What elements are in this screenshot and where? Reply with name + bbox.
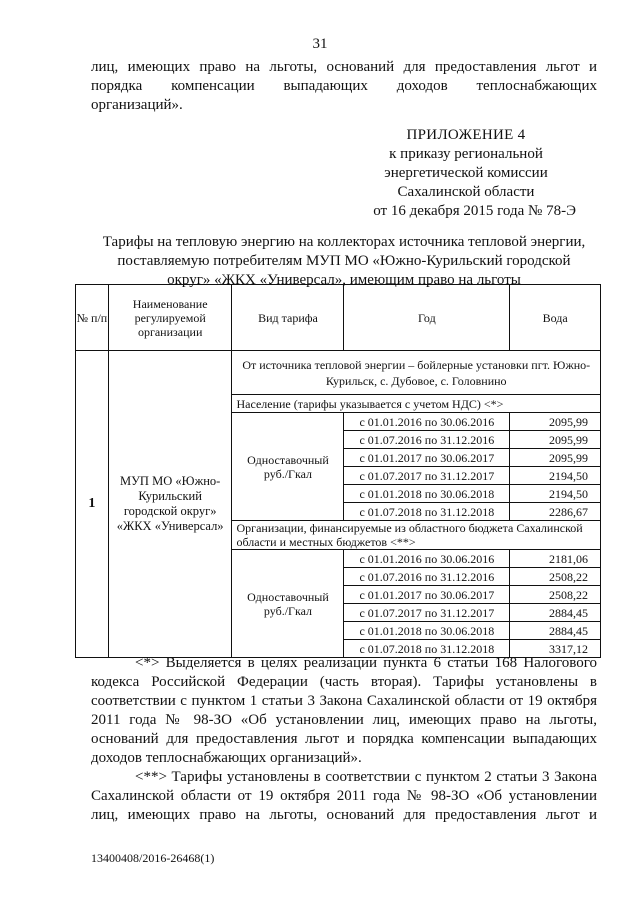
tariff-type: Одноставочный руб./Гкал xyxy=(232,550,344,658)
intro-line: порядка компенсации выпадающих доходов теплоснабжающих xyxy=(91,78,597,94)
footnote-line: кодекса Российской Федерации (часть вторая). Тарифы установлены в xyxy=(91,674,597,690)
period-cell: с 01.07.2018 по 31.12.2018 xyxy=(344,503,510,521)
appendix-line: от 16 декабря 2015 года № 78-Э xyxy=(373,203,576,219)
source-description: От источника тепловой энергии – бойлерные установки пгт. Южно-Курильск, с. Дубовое, с. Головнино xyxy=(232,351,601,395)
page-number: 31 xyxy=(312,36,328,52)
footnote-line: соответствии с пунктом 1 статьи 3 Закона Сахалинской области от 19 октября xyxy=(91,693,597,709)
header-org: Наименование регулируемой организации xyxy=(108,285,232,351)
header-water: Вода xyxy=(510,285,601,351)
appendix-line: к приказу региональной xyxy=(389,146,543,162)
period-cell: с 01.01.2016 по 30.06.2016 xyxy=(344,413,510,431)
table-title xyxy=(91,233,597,290)
period-cell: с 01.01.2018 по 30.06.2018 xyxy=(344,485,510,503)
footnote-line: доходов теплоснабжающих организаций». xyxy=(91,750,362,766)
intro-line: организаций». xyxy=(91,97,183,113)
value-cell: 2884,45 xyxy=(510,604,601,622)
footnote-line: <*> Выделяется в целях реализации пункта 6 статьи 168 Налогового xyxy=(135,655,597,671)
document-code: 13400408/2016-26468(1) xyxy=(91,851,215,865)
intro-paragraph xyxy=(91,58,597,115)
table-header-row xyxy=(76,285,601,351)
period-cell: с 01.01.2017 по 30.06.2017 xyxy=(344,449,510,467)
appendix-heading: ПРИЛОЖЕНИЕ 4 xyxy=(406,127,526,143)
footnote-line: <**> Тарифы установлены в соответствии с пунктом 2 статьи 3 Закона xyxy=(135,769,597,785)
row-number: 1 xyxy=(76,351,109,658)
period-cell: с 01.07.2017 по 31.12.2017 xyxy=(344,467,510,485)
footnote-line: Сахалинской области от 19 октября 2011 года № 98-ЗО «Об установлении xyxy=(91,788,597,804)
appendix-line: Сахалинской области xyxy=(397,184,535,200)
value-cell: 2508,22 xyxy=(510,586,601,604)
table-row xyxy=(76,351,601,395)
period-cell: с 01.07.2018 по 31.12.2018 xyxy=(344,640,510,658)
footnote-line: оснований для предоставления льгот и порядка компенсации выпадающих xyxy=(91,731,597,747)
value-cell: 2095,99 xyxy=(510,413,601,431)
value-cell: 2194,50 xyxy=(510,467,601,485)
period-cell: с 01.01.2016 по 30.06.2016 xyxy=(344,550,510,568)
value-cell: 2095,99 xyxy=(510,431,601,449)
footnotes xyxy=(91,654,597,825)
period-cell: с 01.07.2016 по 31.12.2016 xyxy=(344,568,510,586)
value-cell: 2286,67 xyxy=(510,503,601,521)
appendix-block xyxy=(356,126,576,221)
header-num: № п/п xyxy=(76,285,109,351)
intro-line: лиц, имеющих право на льготы, оснований для предоставления льгот и xyxy=(91,59,597,75)
group-label-organizations: Организации, финансируемые из областного бюджета Сахалинской области и местных бюджетов <**> xyxy=(232,521,601,550)
period-cell: с 01.01.2018 по 30.06.2018 xyxy=(344,622,510,640)
header-year: Год xyxy=(344,285,510,351)
value-cell: 2095,99 xyxy=(510,449,601,467)
title-line: округ» «ЖКХ «Универсал», имеющим право на льготы xyxy=(167,272,521,288)
tariff-type: Одноставочный руб./Гкал xyxy=(232,413,344,521)
value-cell: 3317,12 xyxy=(510,640,601,658)
group-label-population: Население (тарифы указывается с учетом НДС) <*> xyxy=(232,395,601,413)
period-cell: с 01.07.2016 по 31.12.2016 xyxy=(344,431,510,449)
footnote-line: лиц, имеющих право на льготы, оснований для предоставления льгот и xyxy=(91,807,597,823)
period-cell: с 01.07.2017 по 31.12.2017 xyxy=(344,604,510,622)
title-line: Тарифы на тепловую энергию на коллекторах источника тепловой энергии, xyxy=(102,234,586,250)
value-cell: 2181,06 xyxy=(510,550,601,568)
value-cell: 2194,50 xyxy=(510,485,601,503)
value-cell: 2884,45 xyxy=(510,622,601,640)
period-cell: с 01.01.2017 по 30.06.2017 xyxy=(344,586,510,604)
organization-name: МУП МО «Южно-Курильский городской округ» «ЖКХ «Универсал» xyxy=(108,351,232,658)
value-cell: 2508,22 xyxy=(510,568,601,586)
footnote-line: 2011 года № 98-ЗО «Об установлении лиц, имеющих право на льготы, xyxy=(91,712,597,728)
tariff-table xyxy=(75,284,601,658)
title-line: поставляемую потребителям МУП МО «Южно-Курильский городской xyxy=(117,253,571,269)
header-type: Вид тарифа xyxy=(232,285,344,351)
appendix-line: энергетической комиссии xyxy=(384,165,548,181)
